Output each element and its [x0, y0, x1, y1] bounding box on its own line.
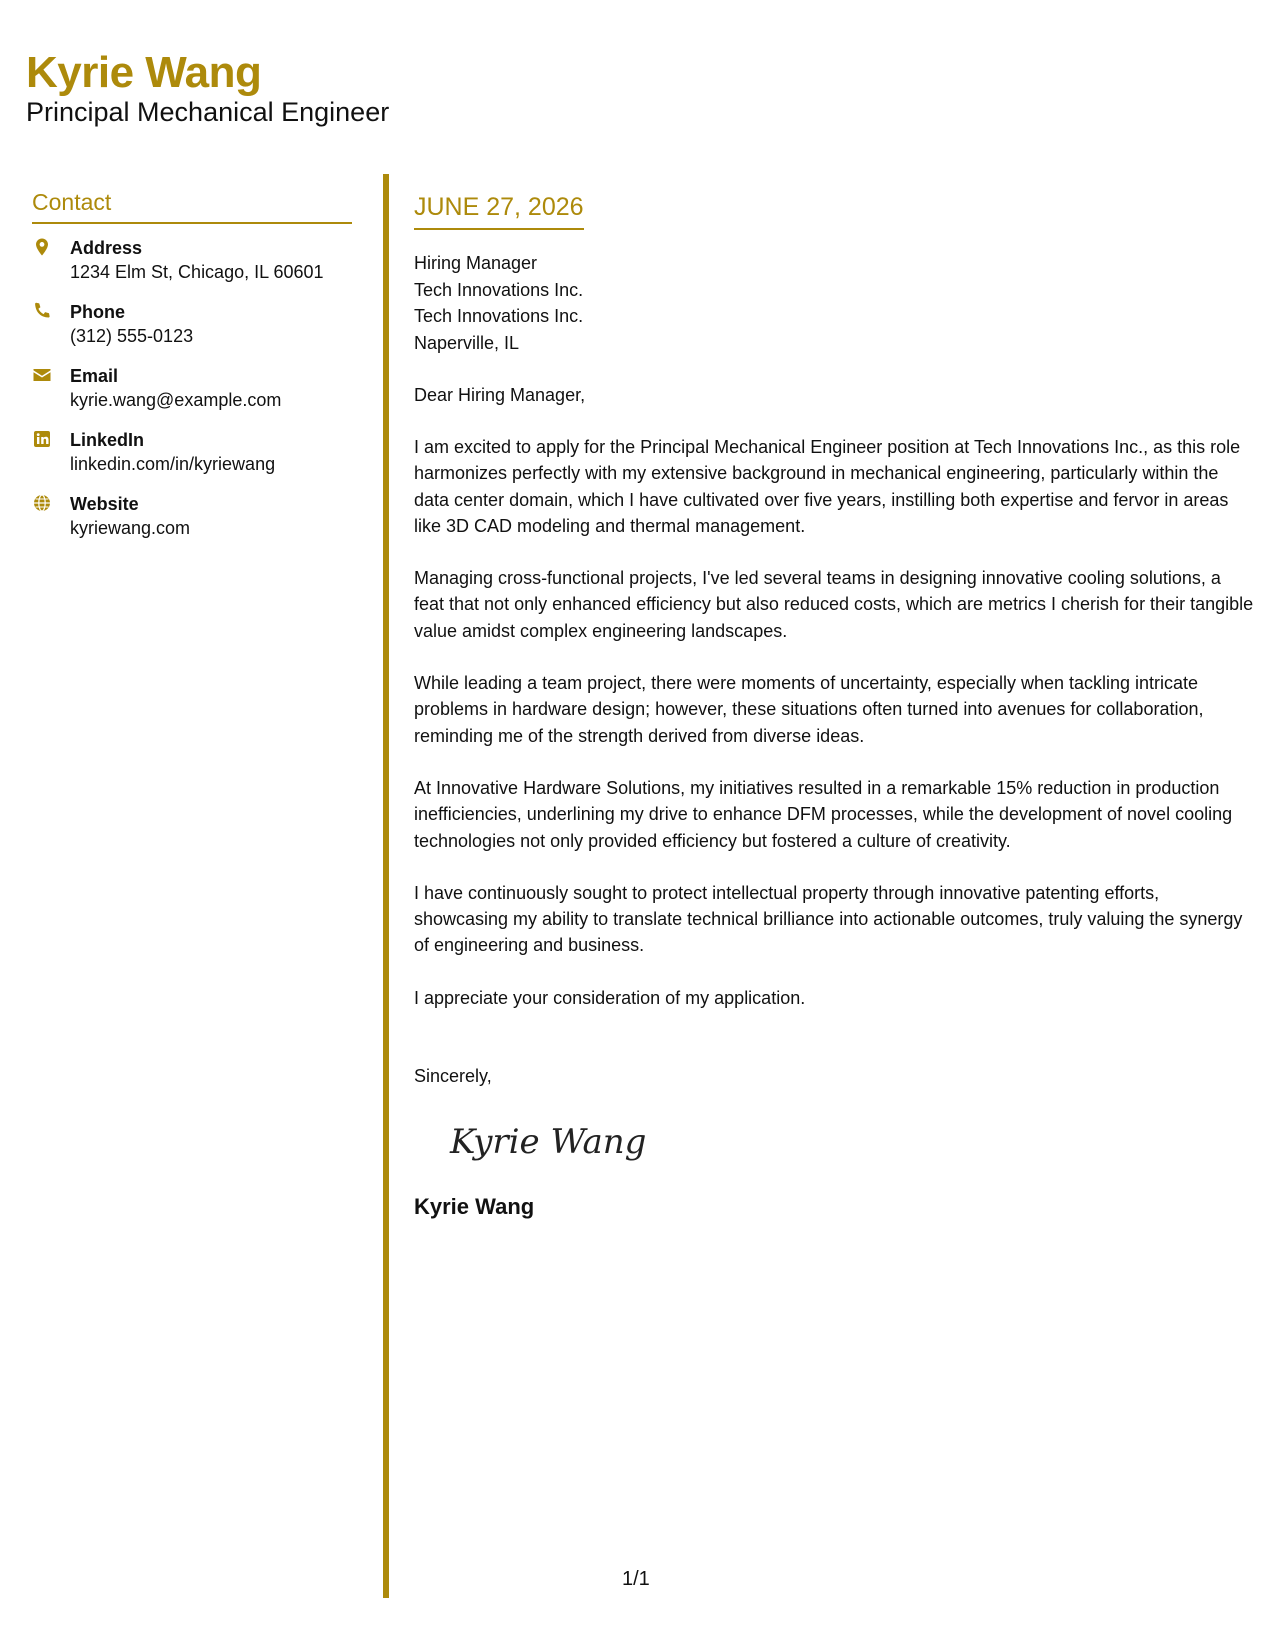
- signer-name: Kyrie Wang: [414, 1194, 535, 1220]
- contact-list: [32, 236, 352, 541]
- contact-label: Address: [70, 238, 143, 258]
- closing: Sincerely,: [414, 1066, 492, 1087]
- contact-heading: Contact: [32, 188, 352, 224]
- page-number: 1/1: [622, 1568, 650, 1590]
- globe-icon: [32, 492, 70, 514]
- linkedin-value: linkedin.com/in/kyriewang: [70, 454, 276, 474]
- address-value: 1234 Elm St, Chicago, IL 60601: [70, 262, 324, 282]
- handwritten-signature: [446, 1111, 1254, 1171]
- linkedin-icon: [32, 428, 70, 450]
- applicant-name: Kyrie Wang: [26, 48, 262, 97]
- contact-label: Phone: [70, 302, 126, 322]
- contact-label: LinkedIn: [70, 430, 145, 450]
- letter-date: JUNE 27, 2026: [414, 190, 584, 230]
- phone-icon: [32, 300, 70, 322]
- body-paragraph: Managing cross-functional projects, I've led several teams in designing innovative cooling solutions, a feat that not only enhanced efficiency but also reduced costs, which are metrics I cherish for their tangible value amidst complex engineering landscapes.: [414, 568, 1254, 641]
- map-pin-icon: [32, 236, 70, 258]
- body-paragraph: I am excited to apply for the Principal Mechanical Engineer position at Tech Innovations Inc., as this role harmonizes perfectly with my extensive background in mechanical engineering, particularly within the data center domain, which I have cultivated over five years, instilling both expertise and fervor in areas like 3D CAD modeling and thermal management.: [414, 437, 1241, 536]
- resume-header: [26, 48, 389, 128]
- letter-body: [414, 190, 1254, 1221]
- contact-label: Website: [70, 494, 139, 514]
- contact-item-linkedin: [32, 428, 352, 477]
- email-value: kyrie.wang@example.com: [70, 390, 282, 410]
- contact-item-email: [32, 364, 352, 413]
- body-paragraph: I have continuously sought to protect intellectual property through innovative patenting efforts, showcasing my ability to translate technical brilliance into actionable outcomes, truly valuing the synergy of engineering and business.: [414, 882, 1243, 956]
- recipient-line: Naperville, IL: [414, 332, 520, 353]
- recipient-line: Hiring Manager: [414, 253, 538, 273]
- body-paragraph: While leading a team project, there were moments of uncertainty, especially when tackling intricate problems in hardware design; however, these situations often turned into avenues for collaboration, reminding me of the strength derived from diverse ideas.: [414, 673, 1204, 746]
- recipient-line: Tech Innovations Inc.: [414, 306, 584, 326]
- contact-label: Email: [70, 366, 119, 386]
- vertical-divider: [383, 174, 389, 1598]
- recipient-line: Tech Innovations Inc.: [414, 279, 584, 300]
- contact-item-address: [32, 236, 352, 285]
- phone-value: (312) 555-0123: [70, 326, 194, 346]
- contact-item-phone: [32, 300, 352, 349]
- body-paragraph: I appreciate your consideration of my application.: [414, 987, 806, 1008]
- signature-text: Kyrie Wang: [450, 1122, 647, 1163]
- body-paragraph: At Innovative Hardware Solutions, my initiatives resulted in a remarkable 15% reduction in production inefficiencies, underlining my drive to enhance DFM processes, while the development of novel cooling technologies not only provided efficiency but fostered a culture of creativity.: [414, 777, 1233, 851]
- applicant-title: Principal Mechanical Engineer: [26, 97, 390, 127]
- website-value: kyriewang.com: [70, 518, 191, 538]
- envelope-icon: [32, 364, 70, 386]
- salutation: Dear Hiring Manager,: [414, 385, 586, 405]
- contact-sidebar: [32, 188, 352, 556]
- contact-item-website: [32, 492, 352, 541]
- recipient-block: [414, 250, 1254, 356]
